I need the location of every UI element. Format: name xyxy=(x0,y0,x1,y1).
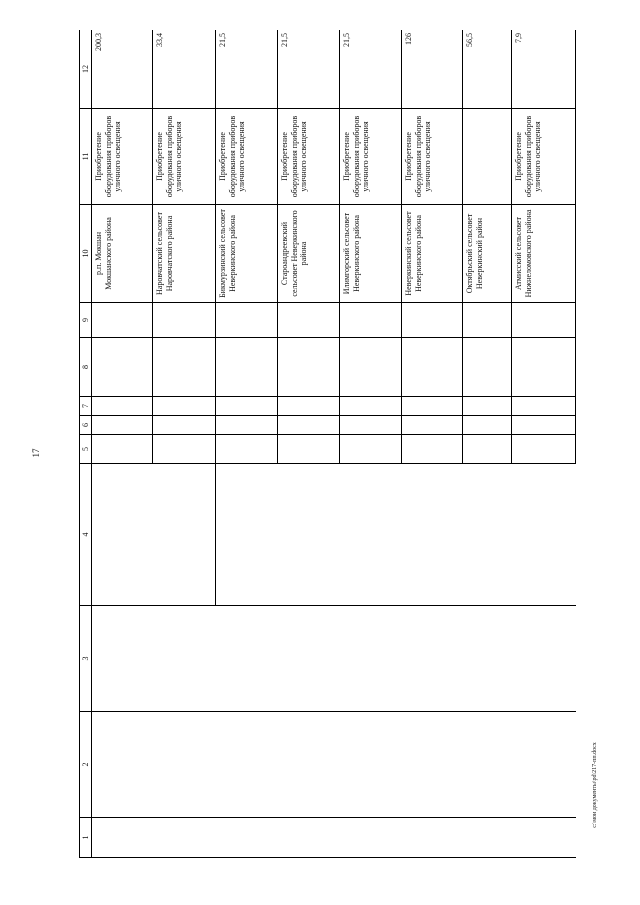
table-cell xyxy=(512,397,576,416)
table-cell-purpose: Приобретение оборудования приборов уличного освещения xyxy=(340,109,402,205)
table-cell xyxy=(153,338,216,397)
table-cell xyxy=(216,338,278,397)
table-cell xyxy=(512,338,576,397)
table-cell-amount: 7,9 xyxy=(512,30,576,109)
table-cell xyxy=(402,303,463,338)
column-number-row xyxy=(80,30,92,858)
table-cell xyxy=(402,397,463,416)
table-cell xyxy=(92,818,576,858)
table-cell xyxy=(153,397,216,416)
table-row xyxy=(92,30,153,858)
table-cell-purpose: Приобретение оборудования приборов уличного освещения xyxy=(216,109,278,205)
table-cell-amount: 21,5 xyxy=(278,30,340,109)
column-header: 12 xyxy=(80,30,92,109)
column-header: 8 xyxy=(80,338,92,397)
footer-file-path: c:\мои документы\pd\217-пп.docx xyxy=(592,742,598,828)
column-header: 1 xyxy=(80,818,92,858)
table-cell xyxy=(278,338,340,397)
table-cell xyxy=(216,303,278,338)
budget-distribution-table xyxy=(79,30,576,858)
table-cell xyxy=(216,464,576,606)
table-cell xyxy=(340,435,402,464)
table-cell xyxy=(216,397,278,416)
table-cell xyxy=(153,435,216,464)
page-number: 17 xyxy=(31,448,41,458)
table-cell-municipality: Бикмурзинский сельсовет Неверкинского района xyxy=(216,205,278,303)
table-cell xyxy=(92,416,153,435)
table-cell xyxy=(92,303,153,338)
table-cell xyxy=(512,303,576,338)
table-cell-amount: 21,5 xyxy=(216,30,278,109)
column-header: 11 xyxy=(80,109,92,205)
table-cell xyxy=(463,416,512,435)
table-cell xyxy=(278,303,340,338)
table-cell xyxy=(463,397,512,416)
table-cell-municipality: Наровчатский сельсовет Наровчатского района xyxy=(153,205,216,303)
table-cell-municipality: Илимгорский сельсовет Неверкинского района xyxy=(340,205,402,303)
table-cell xyxy=(402,338,463,397)
column-header: 6 xyxy=(80,416,92,435)
column-header: 5 xyxy=(80,435,92,464)
table-cell xyxy=(340,338,402,397)
table-cell xyxy=(278,397,340,416)
column-header: 4 xyxy=(80,464,92,606)
table-cell xyxy=(92,435,153,464)
table-cell-amount: 33,4 xyxy=(153,30,216,109)
table-cell-purpose: Приобретение оборудования приборов уличного освещения xyxy=(278,109,340,205)
table-cell xyxy=(463,303,512,338)
table-cell xyxy=(278,416,340,435)
table-cell xyxy=(512,416,576,435)
column-header: 7 xyxy=(80,397,92,416)
table-cell xyxy=(340,303,402,338)
table-cell-purpose xyxy=(463,109,512,205)
table-cell-purpose: Приобретение оборудования приборов уличного освещения xyxy=(153,109,216,205)
table-cell xyxy=(92,397,153,416)
rotated-table-container xyxy=(79,30,576,858)
column-header: 3 xyxy=(80,606,92,712)
table-cell-municipality: р.п. Мокшан Мокшанского района xyxy=(92,205,153,303)
table-cell xyxy=(463,435,512,464)
table-cell xyxy=(402,435,463,464)
table-cell xyxy=(463,338,512,397)
table-cell xyxy=(153,416,216,435)
table-cell xyxy=(340,416,402,435)
column-header: 2 xyxy=(80,712,92,818)
table-cell-purpose: Приобретение оборудования приборов уличного освещения xyxy=(512,109,576,205)
column-header: 9 xyxy=(80,303,92,338)
table-cell-amount: 200,3 xyxy=(92,30,153,109)
column-header: 10 xyxy=(80,205,92,303)
table-cell xyxy=(92,338,153,397)
table-cell-municipality: Староандреевский сельсовет Неверкинского района xyxy=(278,205,340,303)
table-cell xyxy=(278,435,340,464)
table-cell xyxy=(92,712,576,818)
table-cell xyxy=(92,606,576,712)
table-cell xyxy=(402,416,463,435)
table-cell-amount: 56,5 xyxy=(463,30,512,109)
table-cell-municipality: Атмисский сельсовет Нижнеломовского района xyxy=(512,205,576,303)
table-cell-municipality: Неверкинский сельсовет Неверкинского района xyxy=(402,205,463,303)
table-cell xyxy=(153,303,216,338)
table-cell xyxy=(512,435,576,464)
table-cell-purpose: Приобретение оборудования приборов уличного освещения xyxy=(402,109,463,205)
table-cell-amount: 21,5 xyxy=(340,30,402,109)
table-cell xyxy=(92,464,216,606)
table-cell-purpose: Приобретение оборудования приборов уличного освещения xyxy=(92,109,153,205)
table-cell-municipality: Октябрьский сельсовет Неверкинский район xyxy=(463,205,512,303)
table-cell xyxy=(340,397,402,416)
document-table-area xyxy=(79,30,576,858)
table-cell-amount: 126 xyxy=(402,30,463,109)
table-cell xyxy=(216,435,278,464)
table-cell xyxy=(216,416,278,435)
